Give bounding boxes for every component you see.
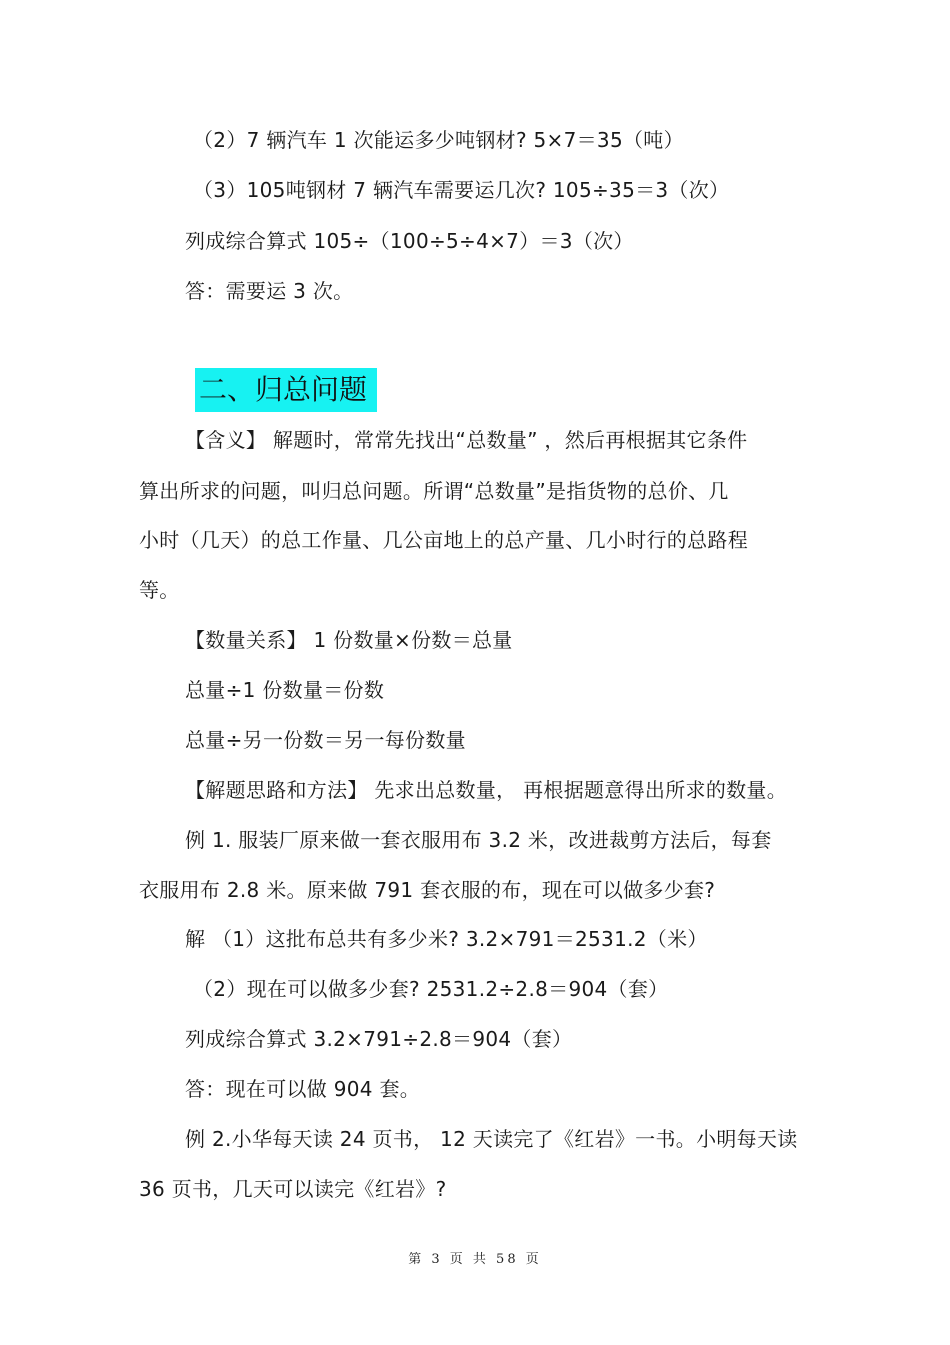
text-line: 等。 <box>139 578 180 602</box>
text-line: 衣服用布 2.8 米。原来做 791 套衣服的布，现在可以做多少套? <box>139 878 716 902</box>
text-line: （2）现在可以做多少套? 2531.2÷2.8＝904（套） <box>193 977 669 1001</box>
text-line: 列成综合算式 105÷（100÷5÷4×7）＝3（次） <box>185 229 634 253</box>
text-line: 答：现在可以做 904 套。 <box>185 1077 421 1101</box>
text-line: 小时（几天）的总工作量、几公亩地上的总产量、几小时行的总路程 <box>139 528 748 552</box>
text-line: 36 页书，几天可以读完《红岩》? <box>139 1177 447 1201</box>
text-line: 答：需要运 3 次。 <box>185 279 354 303</box>
text-line: 总量÷1 份数量＝份数 <box>185 678 385 702</box>
text-line: 解 （1）这批布总共有多少米? 3.2×791＝2531.2（米） <box>185 927 708 951</box>
text-line: 算出所求的问题，叫归总问题。所谓“总数量”是指货物的总价、几 <box>139 479 729 503</box>
page-footer: 第 3 页 共 58 页 <box>408 1252 542 1267</box>
text-line: 【含义】 解题时，常常先找出“总数量” ，然后再根据其它条件 <box>185 428 748 452</box>
text-line: 总量÷另一份数＝另一每份数量 <box>185 728 466 752</box>
text-line: （2）7 辆汽车 1 次能运多少吨钢材? 5×7＝35（吨） <box>193 128 684 152</box>
text-line: （3）105吨钢材 7 辆汽车需要运几次? 105÷35＝3（次） <box>193 178 730 202</box>
text-line: 【数量关系】 1 份数量×份数＝总量 <box>185 628 513 652</box>
text-line: 例 2.小华每天读 24 页书， 12 天读完了《红岩》一书。小明每天读 <box>185 1127 798 1151</box>
section-heading: 二、归总问题 <box>195 368 377 412</box>
text-line: 例 1. 服装厂原来做一套衣服用布 3.2 米，改进裁剪方法后，每套 <box>185 828 772 852</box>
text-line: 列成综合算式 3.2×791÷2.8＝904（套） <box>185 1027 573 1051</box>
text-line: 【解题思路和方法】 先求出总数量， 再根据题意得出所求的数量。 <box>185 778 788 802</box>
